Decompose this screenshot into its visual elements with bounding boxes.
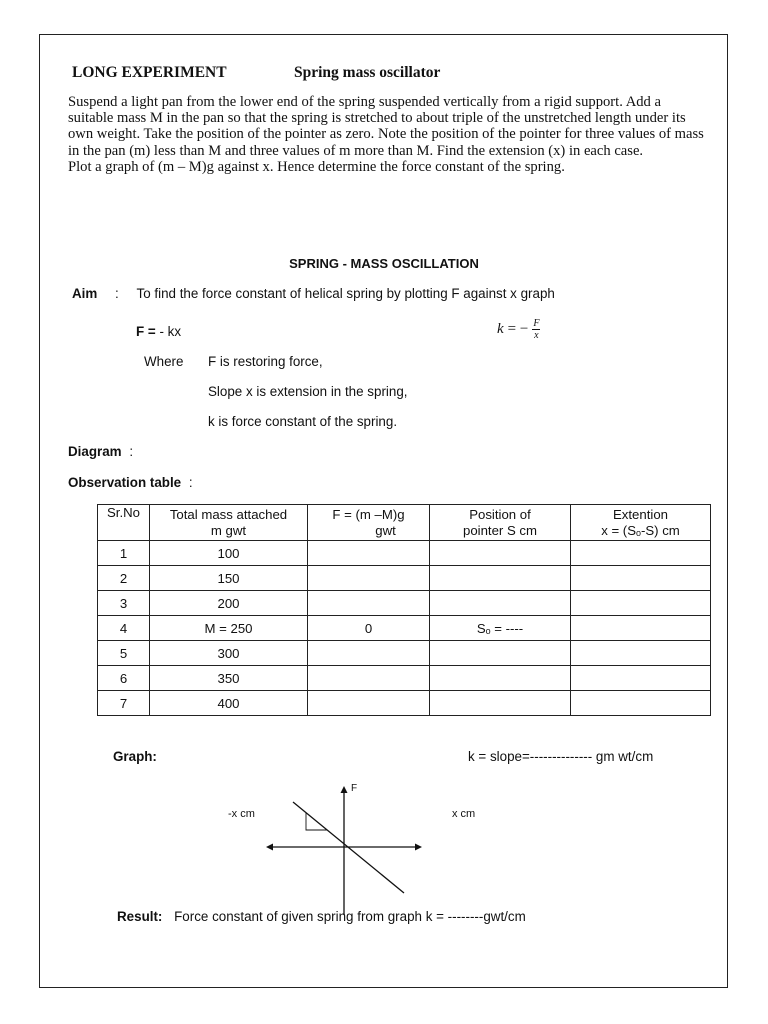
table-cell — [571, 541, 711, 566]
formula-k-numerator: F — [533, 318, 540, 329]
formula-f-label: F = — [136, 324, 156, 339]
table-cell — [308, 541, 430, 566]
header-cell — [430, 505, 571, 541]
instruction-paragraph: Suspend a light pan from the lower end of the spring suspended vertically from a rigid support. Add a suitable mass M in the pan so that the spring is stretched to about triple of the unstretched length under its own weight. Take the position of the pointer as zero. Note the position of the pointer for three values of mass in the pan (m) less than M and three values of m more than M. Find the extension (x) in each case. — [68, 94, 704, 159]
table-cell: 300 — [150, 641, 308, 666]
formula-force — [136, 324, 181, 339]
observation-heading — [68, 475, 193, 490]
table-cell: 0 — [308, 616, 430, 641]
header-line: F = (m –M)g — [332, 507, 405, 522]
observation-label: Observation table — [68, 475, 182, 490]
table-cell — [571, 666, 711, 691]
header-line: Position of — [469, 507, 531, 522]
table-cell — [308, 591, 430, 616]
slope-text: k = slope=-------------- gm wt/cm — [468, 749, 654, 764]
table-cell: 3 — [98, 591, 150, 616]
table-cell: M = 250 — [150, 616, 308, 641]
diagram-label: Diagram — [68, 444, 122, 459]
table-cell: 1 — [98, 541, 150, 566]
header-cell — [150, 505, 308, 541]
header-line: Sr.No — [107, 505, 140, 520]
table-cell — [430, 641, 571, 666]
experiment-title: Spring mass oscillator — [294, 64, 441, 81]
experiment-label: LONG EXPERIMENT — [72, 64, 227, 81]
table-row — [98, 541, 711, 566]
result-text: Force constant of given spring from graph k = --------gwt/cm — [174, 909, 526, 924]
table-row — [98, 566, 711, 591]
header-line: Total mass attached — [169, 507, 288, 522]
table-cell — [571, 591, 711, 616]
where-line: Slope x is extension in the spring, — [208, 384, 408, 399]
table-row — [98, 666, 711, 691]
table-row — [98, 591, 711, 616]
result-row — [117, 909, 526, 924]
table-row — [98, 691, 711, 716]
table-cell: 4 — [98, 616, 150, 641]
table-row — [98, 616, 711, 641]
aim-separator: : — [115, 286, 119, 301]
table-cell — [571, 691, 711, 716]
table-cell — [571, 566, 711, 591]
aim-label: Aim — [72, 286, 98, 301]
where-label: Where — [144, 354, 184, 369]
table-cell: 350 — [150, 666, 308, 691]
table-cell — [430, 666, 571, 691]
table-row — [98, 641, 711, 666]
header-line: pointer S cm — [462, 522, 538, 538]
header-line: gwt — [375, 522, 396, 538]
header-line: x = (Sₒ-S) cm — [601, 522, 680, 538]
table-cell — [571, 641, 711, 666]
table-cell — [308, 566, 430, 591]
header-cell — [98, 505, 150, 541]
table-cell: 7 — [98, 691, 150, 716]
force-extension-graph — [258, 780, 428, 920]
table-cell — [430, 566, 571, 591]
header-line: m gwt — [210, 522, 247, 538]
instructions — [68, 94, 704, 175]
aim-row — [72, 286, 555, 301]
section-title: SPRING - MASS OSCILLATION — [289, 256, 479, 271]
axis-label-neg-x: -x cm — [228, 808, 255, 820]
table-cell: 400 — [150, 691, 308, 716]
table-cell — [308, 666, 430, 691]
instruction-paragraph: Plot a graph of (m – M)g against x. Hence determine the force constant of the spring. — [68, 158, 565, 175]
diagram-heading — [68, 444, 133, 459]
table-cell: 5 — [98, 641, 150, 666]
observation-separator: : — [188, 475, 193, 490]
where-line: k is force constant of the spring. — [208, 414, 398, 429]
table-cell — [571, 616, 711, 641]
formula-k-denominator: x — [534, 330, 539, 341]
table-cell — [308, 641, 430, 666]
header-cell — [308, 505, 430, 541]
observation-table — [97, 504, 711, 716]
where-line: F is restoring force, — [208, 354, 323, 369]
aim-text: To find the force constant of helical spring by plotting F against x graph — [136, 286, 555, 301]
header-cell — [571, 505, 711, 541]
table-cell: 200 — [150, 591, 308, 616]
formula-k — [497, 318, 540, 341]
result-label: Result: — [117, 909, 163, 924]
table-cell — [430, 591, 571, 616]
axis-label-x: x cm — [452, 808, 476, 820]
table-cell: 100 — [150, 541, 308, 566]
formula-f-rhs: - kx — [159, 324, 182, 339]
header-line: Extention — [613, 507, 668, 522]
formula-k-fraction — [532, 318, 540, 341]
table-cell — [308, 691, 430, 716]
graph-label: Graph: — [113, 749, 157, 764]
diagram-separator: : — [129, 444, 134, 459]
table-cell — [430, 691, 571, 716]
formula-k-eq: = − — [507, 321, 529, 337]
table-cell: 150 — [150, 566, 308, 591]
table-cell — [430, 541, 571, 566]
formula-k-lhs: k — [497, 321, 504, 337]
table-header-row — [98, 505, 711, 541]
axis-label-f: F — [351, 783, 358, 794]
table-cell: Sₒ = ---- — [430, 616, 571, 641]
table-cell: 6 — [98, 666, 150, 691]
table-cell: 2 — [98, 566, 150, 591]
